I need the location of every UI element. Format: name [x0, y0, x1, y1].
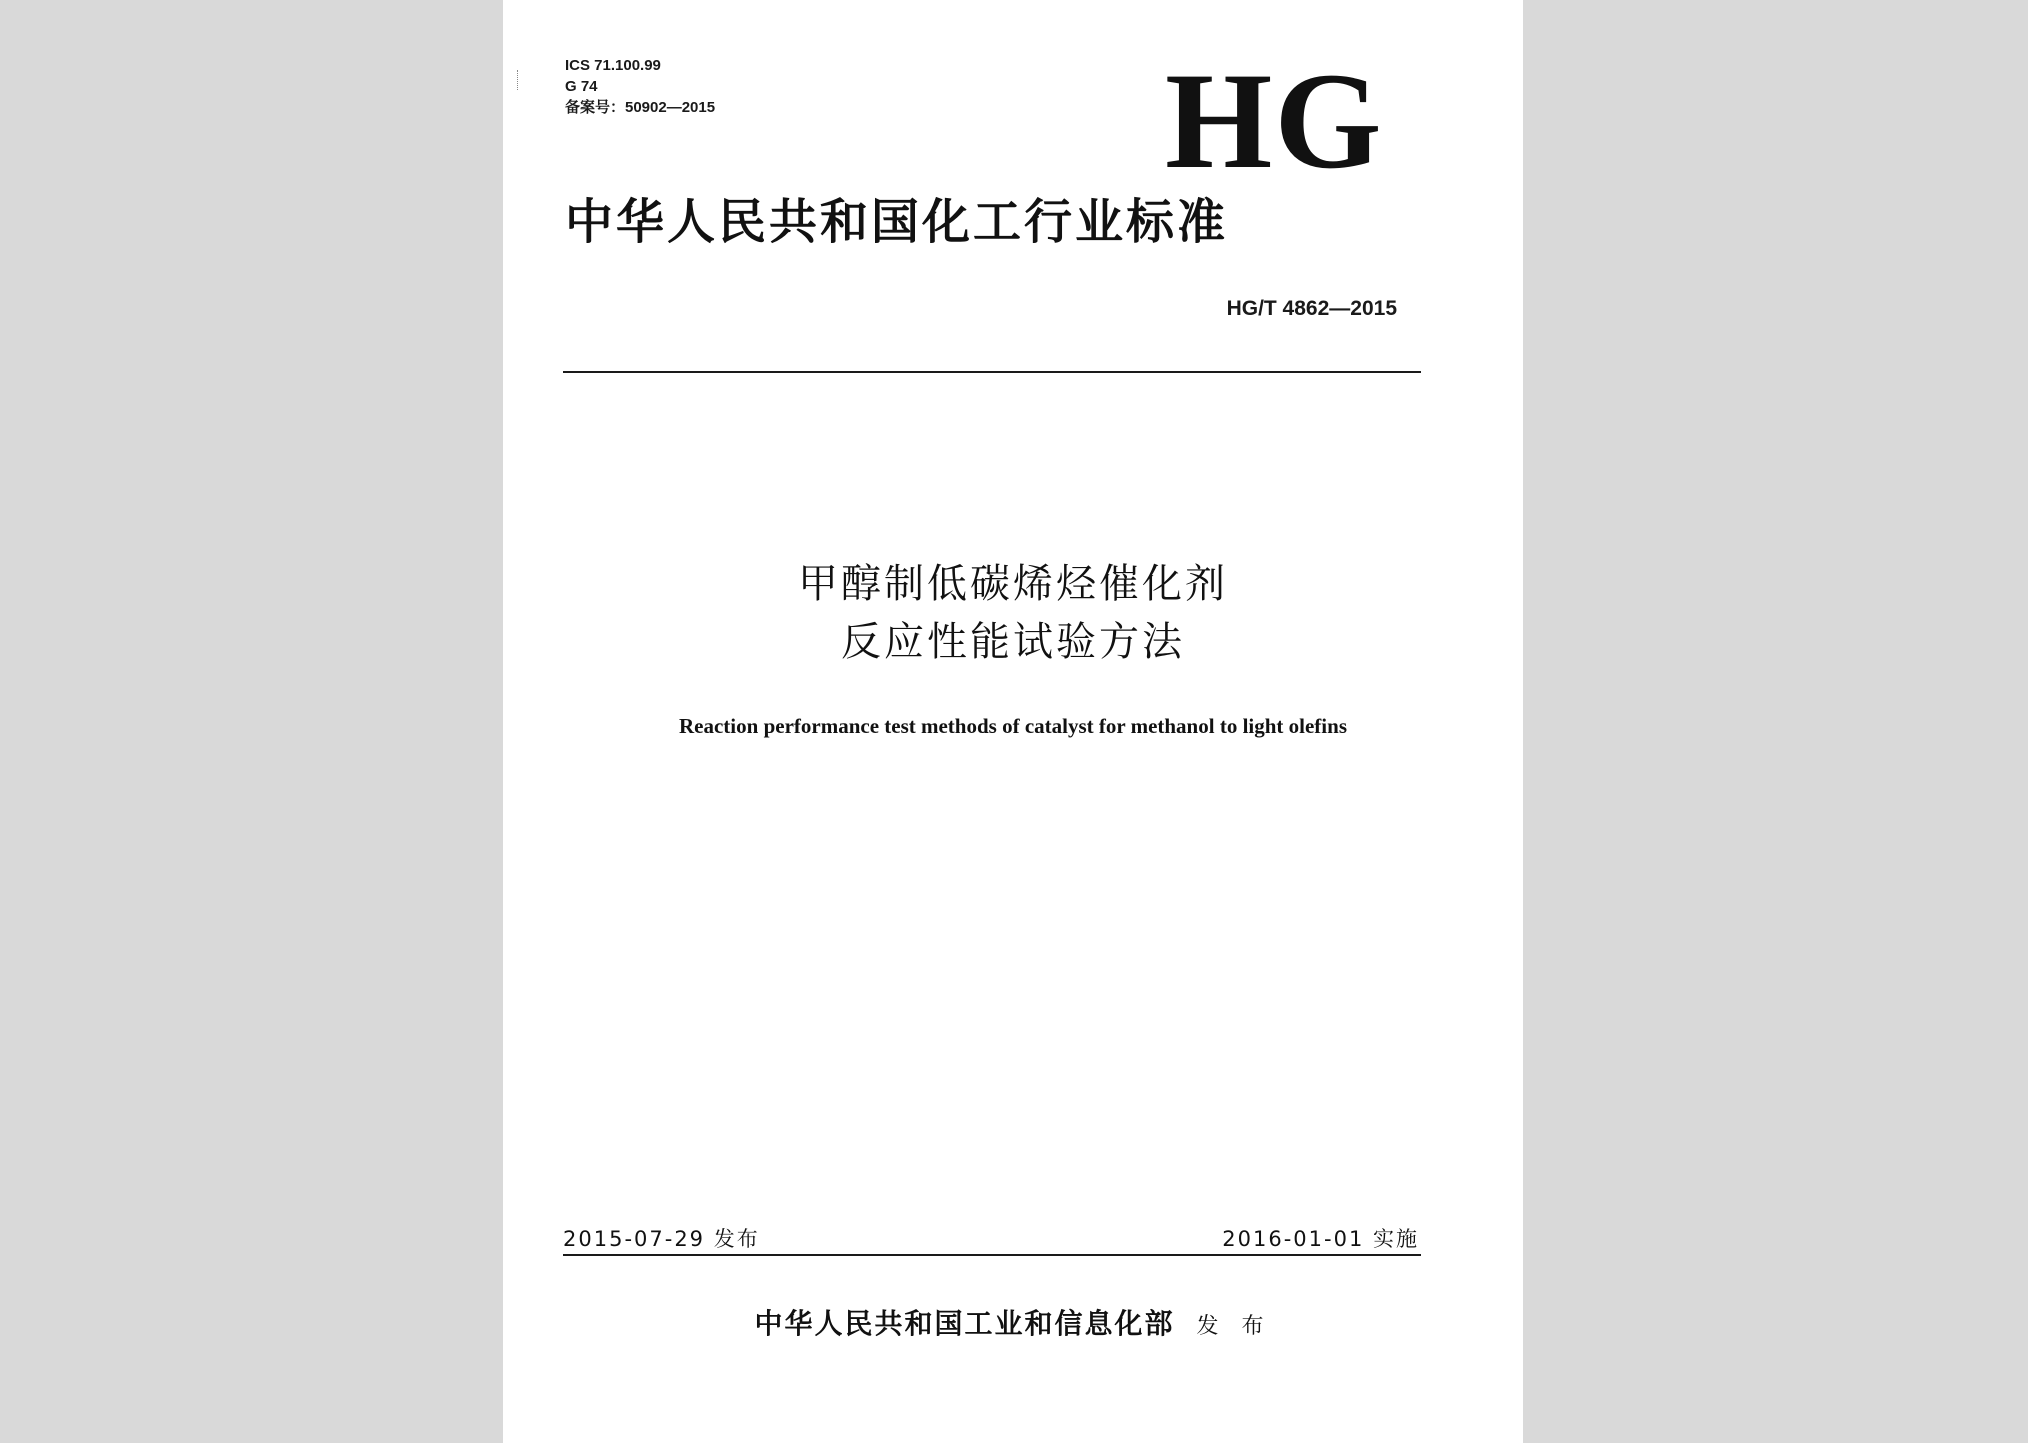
- chinese-title: [503, 555, 1523, 671]
- implementation-date: 2016-01-01 实施: [1222, 1227, 1419, 1251]
- filing-number: 备案号：50902—2015: [565, 99, 716, 116]
- hg-logo: HG: [1165, 44, 1384, 197]
- publisher-suffix: 发 布: [1196, 1314, 1272, 1339]
- ccs-code: G 74: [565, 78, 598, 95]
- publisher-line: [503, 1306, 1523, 1345]
- issue-date: 2015-07-29 发布: [563, 1227, 760, 1251]
- ics-code: ICS 71.100.99: [565, 57, 661, 74]
- document-page: [503, 0, 1523, 1443]
- standard-number: HG/T 4862—2015: [1226, 297, 1397, 320]
- english-title: Reaction performance test methods of catalyst for methanol to light olefins: [679, 714, 1347, 738]
- chinese-title-line-1: 甲醇制低碳烯烃催化剂: [798, 561, 1228, 607]
- publisher-name: 中华人民共和国工业和信息化部: [754, 1307, 1175, 1340]
- standard-category-title: 中华人民共和国化工行业标准: [565, 194, 1229, 250]
- chinese-title-line-2: 反应性能试验方法: [841, 619, 1185, 665]
- classification-block: [565, 55, 715, 118]
- top-divider: [563, 371, 1421, 373]
- bottom-divider: [563, 1254, 1421, 1256]
- scan-artifact: [517, 70, 520, 90]
